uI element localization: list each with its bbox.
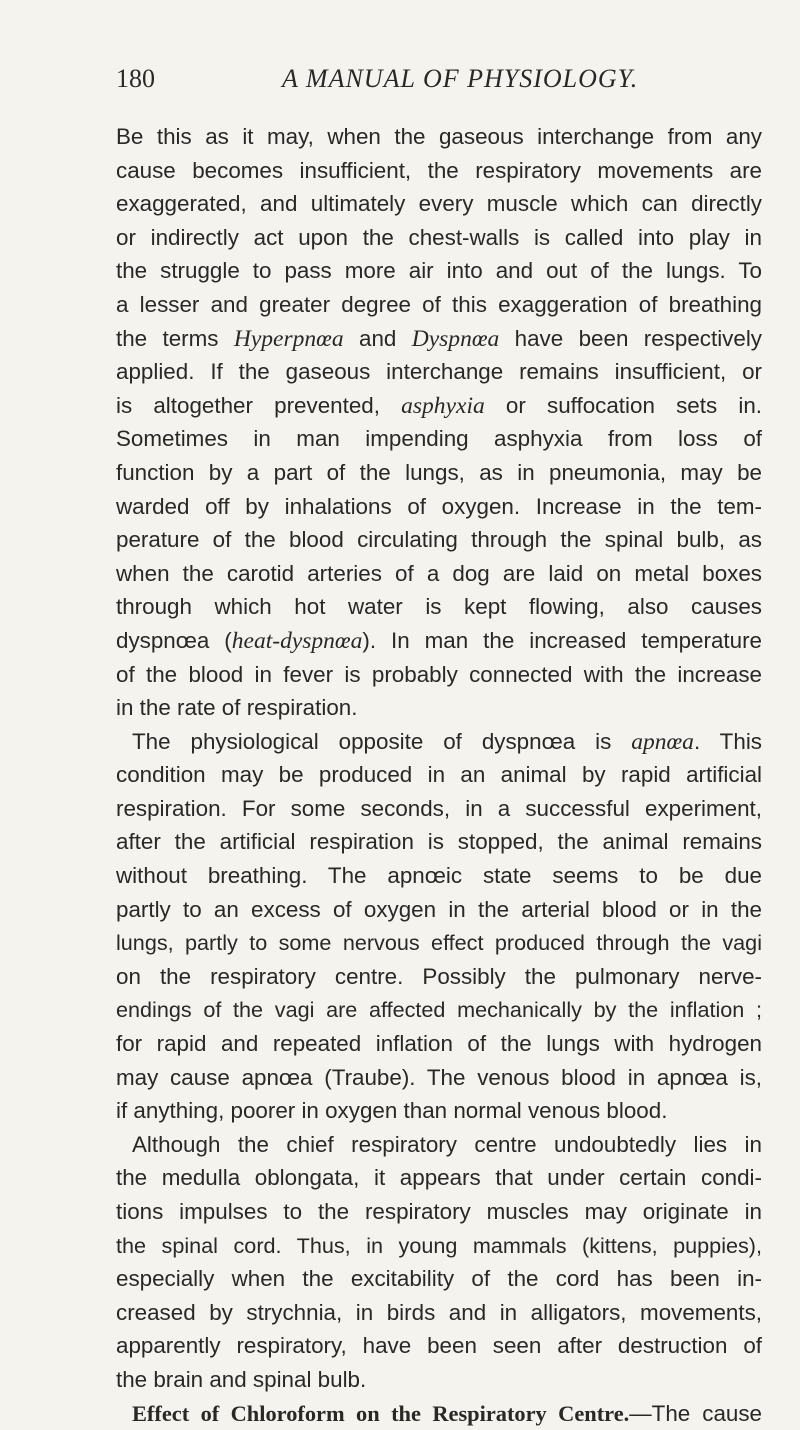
- body-text: [116, 120, 762, 1430]
- text-line: [116, 355, 762, 389]
- text-line: [116, 557, 762, 591]
- line-text: partly to an excess of oxygen in the arterial blood or in the: [116, 896, 762, 922]
- section-heading: Effect of Chloroform on the Respiratory Centre.: [132, 1400, 630, 1426]
- line-text: is altogether prevented,: [116, 392, 402, 418]
- text-line: [116, 1061, 762, 1095]
- text-line: [116, 1229, 762, 1263]
- line-text: . This: [693, 728, 762, 754]
- line-text: warded off by inhalations of oxygen. Increase in the tem-: [116, 493, 762, 519]
- text-line: [116, 926, 762, 960]
- line-text: cause becomes insufficient, the respiratory movements are: [116, 157, 762, 183]
- italic-term: apnœa: [631, 728, 694, 755]
- text-line: [116, 590, 762, 624]
- text-line: [116, 725, 762, 759]
- line-text: after the artificial respiration is stopped, the animal remains: [116, 829, 762, 855]
- line-text: or indirectly act upon the chest-walls is called into play in: [116, 224, 762, 250]
- text-line: [116, 1296, 762, 1330]
- line-text: when the carotid arteries of a dog are laid on metal boxes: [116, 560, 762, 586]
- text-line: [116, 322, 762, 356]
- line-text: The physiological opposite of dyspnœa is: [132, 728, 632, 754]
- text-line: [116, 154, 762, 188]
- line-text: for rapid and repeated inflation of the lungs with hydrogen: [116, 1031, 762, 1057]
- text-line: [116, 1094, 762, 1128]
- text-line: [116, 523, 762, 557]
- text-line: [116, 624, 762, 658]
- line-text: and: [343, 325, 412, 351]
- line-text: a lesser and greater degree of this exaggeration of breathing: [116, 291, 762, 317]
- line-text: creased by strychnia, in birds and in alligators, movements,: [116, 1299, 762, 1325]
- line-text: if anything, poorer in oxygen than normal venous blood.: [116, 1098, 668, 1124]
- text-line: [116, 658, 762, 692]
- line-text: —The cause: [629, 1400, 762, 1426]
- text-line: [116, 456, 762, 490]
- line-text: the spinal cord. Thus, in young mammals (kittens, puppies),: [116, 1232, 762, 1258]
- line-text: respiration. For some seconds, in a successful experiment,: [116, 795, 762, 821]
- italic-term: asphyxia: [401, 392, 485, 419]
- line-text: tions impulses to the respiratory muscles may originate in: [116, 1199, 762, 1224]
- line-text: condition may be produced in an animal by rapid artificial: [116, 762, 762, 788]
- line-text: or suffocation sets in.: [484, 392, 762, 418]
- line-text: applied. If the gaseous interchange remains insufficient, or: [116, 359, 762, 385]
- line-text: on the respiratory centre. Possibly the pulmonary nerve-: [116, 963, 762, 989]
- line-text: Although the chief respiratory centre undoubtedly lies in: [132, 1131, 762, 1157]
- text-line: [116, 1363, 762, 1397]
- running-title: A MANUAL OF PHYSIOLOGY.: [282, 64, 639, 93]
- text-line: [116, 825, 762, 859]
- text-line: [116, 422, 762, 456]
- text-line: [116, 859, 762, 893]
- line-text: exaggerated, and ultimately every muscle which can directly: [116, 191, 762, 217]
- text-line: [116, 1262, 762, 1296]
- line-text: lungs, partly to some nervous effect produced through the vagi: [116, 930, 762, 956]
- line-text: function by a part of the lungs, as in pneumonia, may be: [116, 459, 762, 485]
- line-text: apparently respiratory, have been seen after destruction of: [116, 1333, 762, 1359]
- text-line: [116, 1195, 762, 1229]
- text-line: [116, 758, 762, 792]
- italic-term: Dyspnœa: [411, 325, 500, 352]
- line-text: the terms: [116, 325, 234, 351]
- line-text: in the rate of respiration.: [116, 695, 358, 721]
- text-line: [116, 1329, 762, 1363]
- text-line: [116, 1128, 762, 1162]
- text-line: [116, 691, 762, 725]
- text-line: [116, 1161, 762, 1195]
- text-line: [116, 389, 762, 423]
- line-text: endings of the vagi are affected mechanically by the inflation ;: [116, 997, 762, 1023]
- line-text: Be this as it may, when the gaseous interchange from any: [116, 124, 762, 149]
- text-line: [116, 1027, 762, 1061]
- line-text: dyspnœa (: [116, 627, 232, 653]
- running-head: [116, 64, 740, 104]
- text-line: [116, 221, 762, 255]
- line-text: without breathing. The apnœic state seems to be due: [116, 863, 762, 889]
- text-line: [116, 288, 762, 322]
- line-text: have been respectively: [499, 325, 762, 351]
- line-text: especially when the excitability of the cord has been in-: [116, 1266, 762, 1292]
- italic-term: heat-dyspnœa: [231, 627, 363, 654]
- line-text: the medulla oblongata, it appears that under certain condi-: [116, 1165, 762, 1191]
- line-text: of the blood in fever is probably connected with the increase: [116, 661, 762, 687]
- italic-term: Hyperpnœa: [233, 325, 344, 352]
- text-line: [116, 490, 762, 524]
- text-line: [116, 792, 762, 826]
- line-text: the struggle to pass more air into and out of the lungs. To: [116, 258, 762, 284]
- text-line: [116, 893, 762, 927]
- line-text: may cause apnœa (Traube). The venous blood in apnœa is,: [116, 1064, 762, 1090]
- line-text: ). In man the increased temperature: [362, 627, 762, 653]
- line-text: Sometimes in man impending asphyxia from loss of: [116, 426, 762, 452]
- text-line: [116, 960, 762, 994]
- text-line: [116, 187, 762, 221]
- text-line: [116, 120, 762, 154]
- line-text: the brain and spinal bulb.: [116, 1366, 367, 1392]
- text-line: [116, 254, 762, 288]
- text-line: [116, 993, 762, 1027]
- page-number: 180: [116, 64, 155, 93]
- text-line: [116, 1397, 762, 1430]
- line-text: perature of the blood circulating through the spinal bulb, as: [116, 527, 762, 553]
- line-text: through which hot water is kept flowing, also causes: [116, 594, 762, 620]
